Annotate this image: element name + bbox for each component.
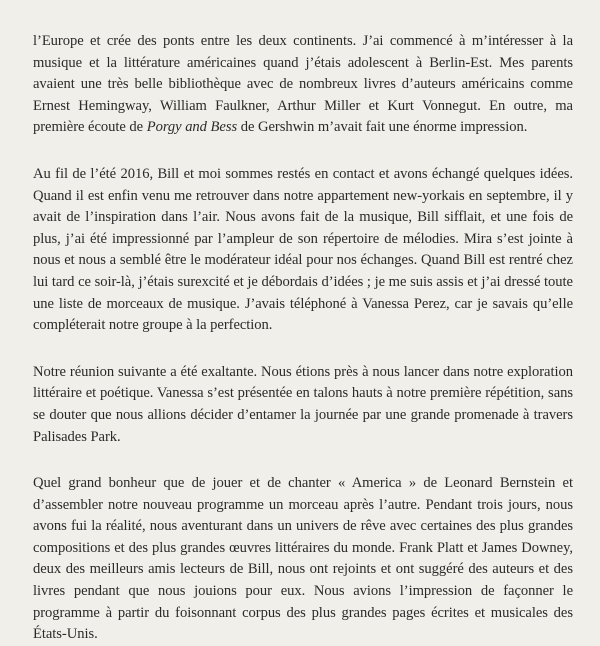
- paragraph-2-text: Au fil de l’été 2016, Bill et moi sommes restés en contact et avons échangé quelques idées. Quand il est enfin venu me retrouver dans notre appartement new-yorkais en septembre, il y avait de l’inspiration dans l’air. Nous avons fait de la musique, Bill sifflait, et une fois de plus, j’ai été impressionné par l’ampleur de son répertoire de mélodies. Mira s’est jointe à nous et nous a semblé être le modérateur idéal pour nos échanges. Quand Bill est rentré chez lui tard ce soir-là, j’étais surexcité et je débordais d’idées ; je me suis assis et j’ai dressé toute une liste de morceaux de musique. J’avais téléphoné à Vanessa Perez, car je savais qu’elle compléterait notre groupe à la perfection.: [33, 165, 573, 334]
- paragraph-4: [33, 473, 573, 646]
- paragraph-1-text-a: l’Europe et crée des ponts entre les deux continents. J’ai commencé à m’intéresser à la musique et la littérature américaines quand j’étais adolescent à Berlin-Est. Mes parents avaient une très belle bibliothèque avec de nombreux livres d’auteurs américains comme Ernest Hemingway, William Faulkner, Arthur Miller et Kurt Vonnegut. En outre, ma première écoute de: [33, 33, 573, 136]
- paragraph-1: [33, 31, 573, 139]
- work-title-porgy-and-bess: Porgy and Bess: [146, 119, 238, 136]
- paragraph-3: [33, 362, 573, 448]
- paragraph-2: [33, 164, 573, 337]
- paragraph-1-text-b: de Gershwin m’avait fait une énorme impression.: [237, 119, 528, 136]
- paragraph-4-text: Quel grand bonheur que de jouer et de chanter « America » de Leonard Bernstein et d’assembler notre nouveau programme un morceau après l’autre. Pendant trois jours, nous avons fui la réalité, nous aventurant dans un univers de rêve avec certaines des plus grandes compositions et des plus grandes œuvres littéraires du monde. Frank Platt et James Downey, deux des meilleurs amis lecteurs de Bill, nous ont rejoints et ont suggéré des auteurs et des livres pendant que nous jouions pour eux. Nous avions l’impression de façonner le programme à partir du foisonnant corpus des plus grandes pages écrites et musicales des États-Unis.: [33, 475, 573, 643]
- paragraph-3-text: Notre réunion suivante a été exaltante. Nous étions près à nous lancer dans notre exploration littéraire et poétique. Vanessa s’est présentée en talons hauts à notre première répétition, sans se douter que nous allions décider d’entamer la journée par une grande promenade à travers Palisades Park.: [33, 363, 573, 445]
